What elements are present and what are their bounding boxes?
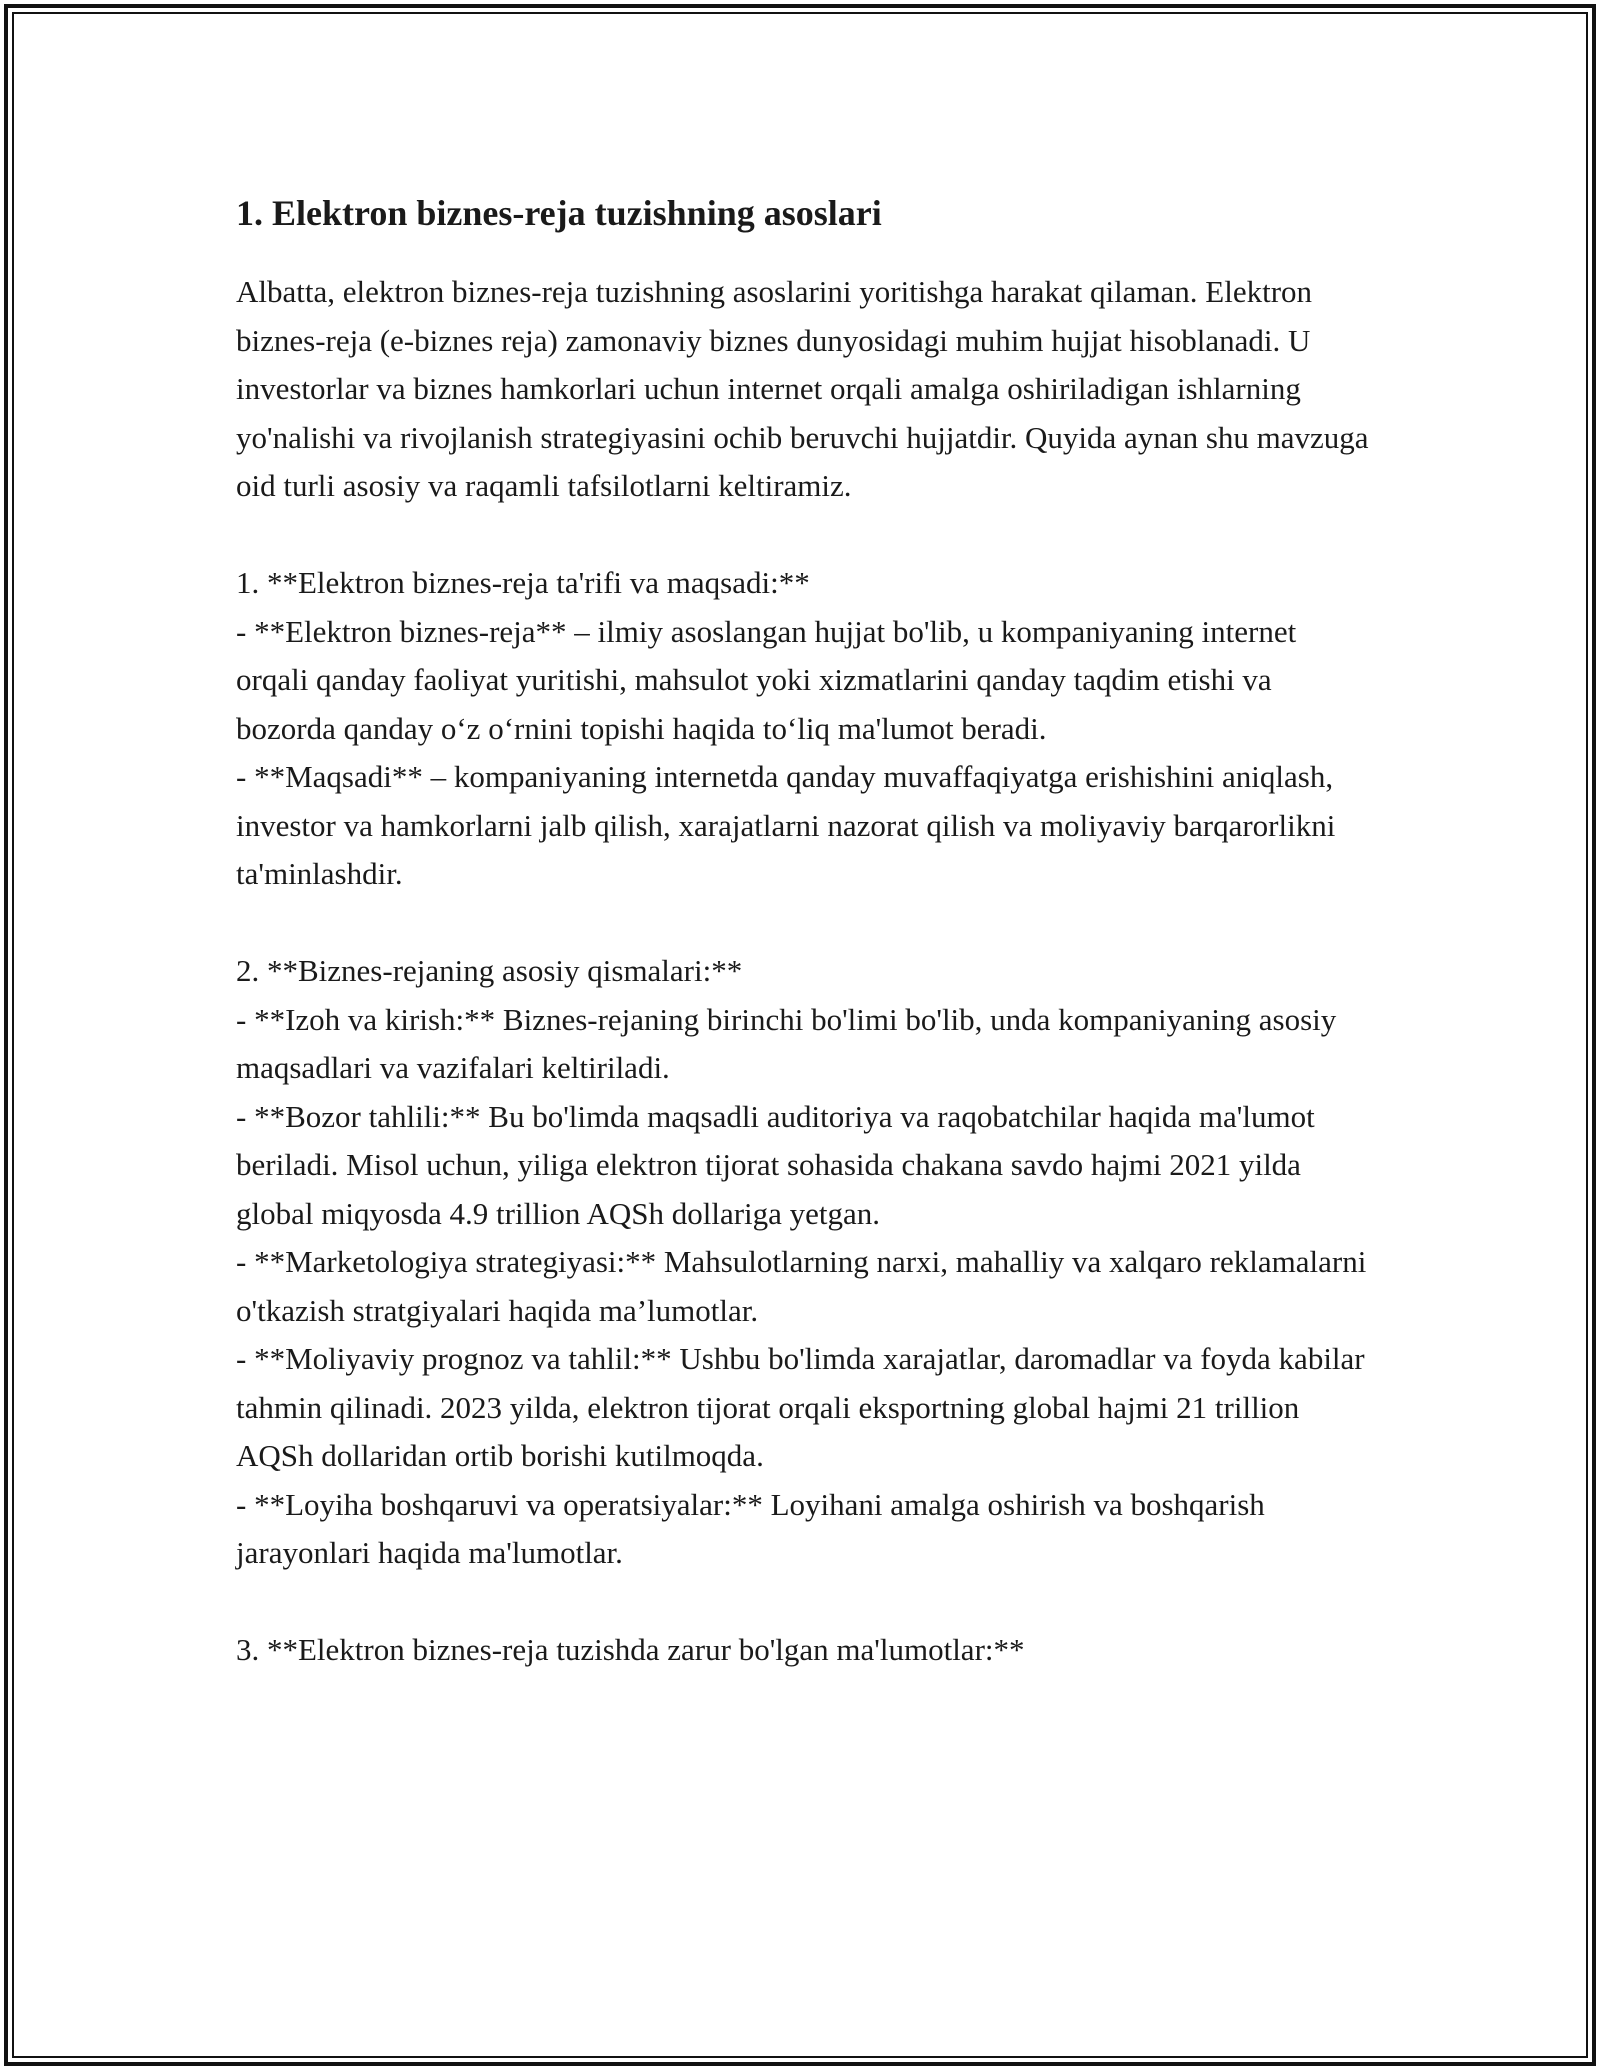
document-heading: 1. Elektron biznes-reja tuzishning asoslari xyxy=(236,193,882,233)
section-2-item-intro: - **Izoh va kirish:** Biznes-rejaning birinchi bo'limi bo'lib, unda kompaniyaning asosiy maqsadlari va vazifalari keltiriladi. xyxy=(236,1001,1337,1085)
section-2-item-operations: - **Loyiha boshqaruvi va operatsiyalar:** Loyihani amalga oshirish va boshqarish jarayonlari haqida ma'lumotlar. xyxy=(236,1486,1265,1570)
section-2-item-finance: - **Moliyaviy prognoz va tahlil:** Ushbu bo'limda xarajatlar, daromadlar va foyda kabilar tahmin qilinadi. 2023 yilda, elektron tijorat orqali eksportning global hajmi 21 trillion AQSh dollaridan ortib borishi kutilmoqda. xyxy=(236,1341,1365,1473)
section-1-item-purpose: - **Maqsadi** – kompaniyaning internetda qanday muvaffaqiyatga erishishini aniqlash, investor va hamkorlarni jalb qilish, xarajatlarni nazorat qilish va moliyaviy barqarorlikni ta'minlashdir. xyxy=(236,759,1336,891)
intro-paragraph: Albatta, elektron biznes-reja tuzishning asoslarini yoritishga harakat qilaman. Elektron biznes-reja (e-biznes reja) zamonaviy biznes dunyosidagi muhim hujjat hisoblanadi. U investorlar va biznes hamkorlari uchun internet orqali amalga oshiriladigan ishlarning yo'nalishi va rivojlanish strategiyasini ochib beruvchi hujjatdir. Quyida aynan shu mavzuga oid turli asosiy va raqamli tafsilotlarni keltiramiz. xyxy=(236,274,1369,503)
section-1-item-definition: - **Elektron biznes-reja** – ilmiy asoslangan hujjat bo'lib, u kompaniyaning internet orqali qanday faoliyat yuritishi, mahsulot yoki xizmatlarini qanday taqdim etishi va bozorda qanday oʻz oʻrnini topishi haqida toʻliq ma'lumot beradi. xyxy=(236,613,1297,746)
section-3-title: 3. **Elektron biznes-reja tuzishda zarur bo'lgan ma'lumotlar:** xyxy=(236,1632,1025,1667)
section-1-title: 1. **Elektron biznes-reja ta'rifi va maqsadi:** xyxy=(236,565,810,600)
section-2-item-market: - **Bozor tahlili:** Bu bo'limda maqsadli auditoriya va raqobatchilar haqida ma'lumot beriladi. Misol uchun, yiliga elektron tijorat sohasida chakana savdo hajmi 2021 yilda global miqyosda 4.9 trillion AQSh dollariga yetgan. xyxy=(236,1098,1315,1231)
paragraph-spacer xyxy=(236,511,1376,560)
document-body xyxy=(236,188,1376,1675)
paragraph-spacer xyxy=(236,1578,1376,1627)
paragraph-spacer xyxy=(236,899,1376,948)
section-2-title: 2. **Biznes-rejaning asosiy qismalari:** xyxy=(236,953,743,988)
section-2-item-marketing: - **Marketologiya strategiyasi:** Mahsulotlarning narxi, mahalliy va xalqaro reklamalarni o'tkazish stratgiyalari haqida ma’lumotlar. xyxy=(236,1244,1367,1328)
